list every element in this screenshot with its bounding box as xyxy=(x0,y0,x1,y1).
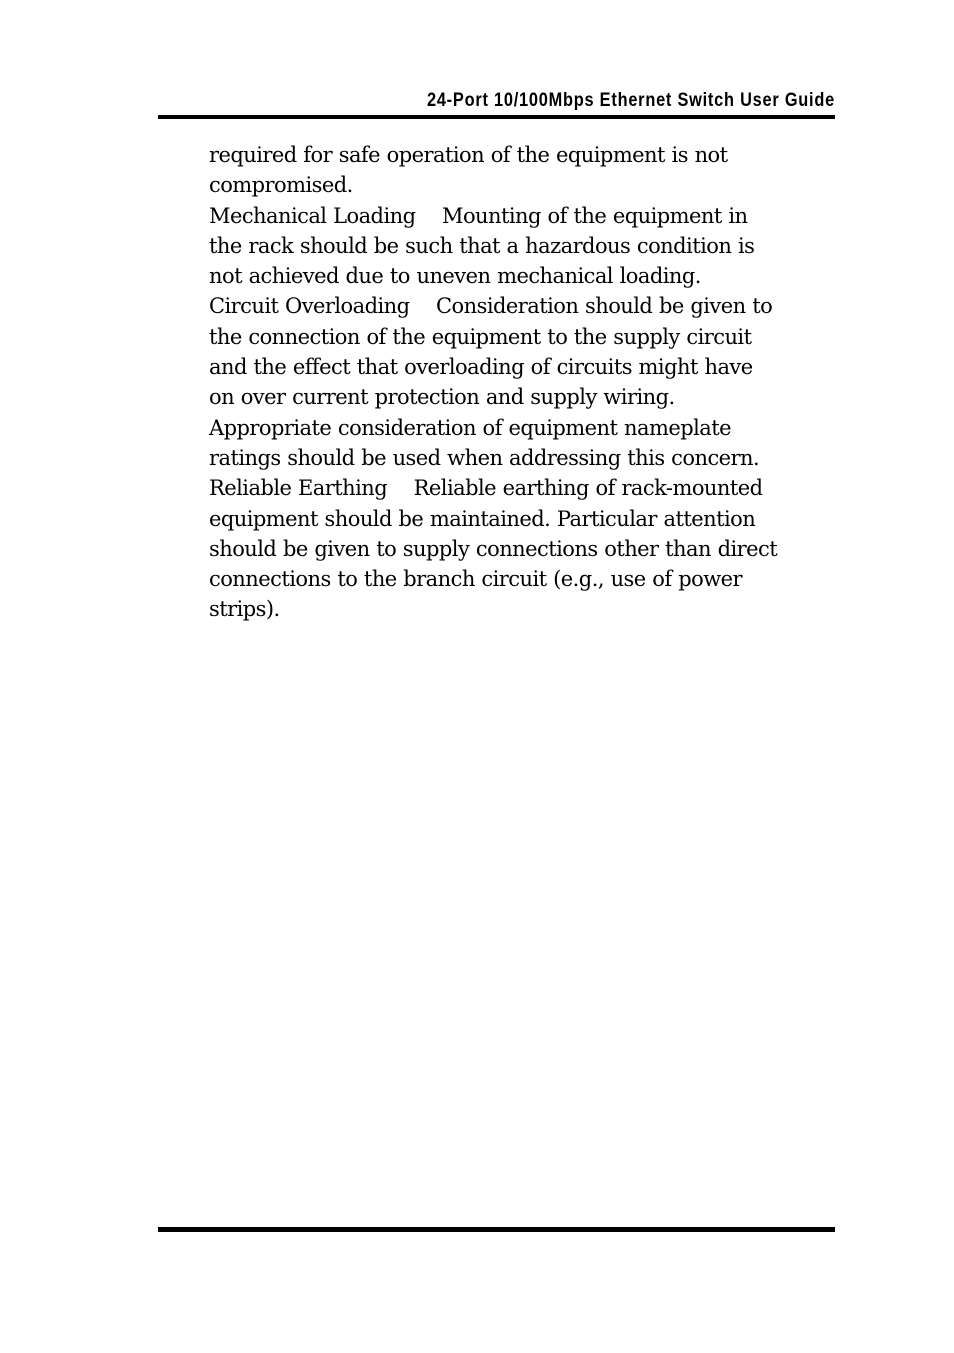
body-text xyxy=(209,140,839,625)
text-line: required for safe operation of the equipment is not xyxy=(209,143,728,167)
text-line: Mechanical Loading Mounting of the equipment in xyxy=(209,203,748,228)
text-line: Circuit Overloading Consideration should be given to xyxy=(209,294,773,319)
text-line: strips). xyxy=(209,597,280,622)
text-line: not achieved due to uneven mechanical loading. xyxy=(209,264,701,289)
text-line: on over current protection and supply wiring. xyxy=(209,385,675,410)
text-line: compromised. xyxy=(209,173,353,198)
text-line: Reliable Earthing Reliable earthing of rack-mounted xyxy=(209,476,763,501)
text-line: the connection of the equipment to the supply circuit xyxy=(209,324,752,349)
running-header-title: 24-Port 10/100Mbps Ethernet Switch User Guide xyxy=(426,90,835,111)
header-rule xyxy=(158,115,835,119)
text-line: should be given to supply connections other than direct xyxy=(209,536,778,561)
text-line: equipment should be maintained. Particular attention xyxy=(209,506,756,531)
text-line: and the effect that overloading of circuits might have xyxy=(209,355,753,380)
text-line: connections to the branch circuit (e.g., use of power xyxy=(209,567,743,592)
text-line: ratings should be used when addressing this concern. xyxy=(209,445,760,470)
text-line: the rack should be such that a hazardous condition is xyxy=(209,233,755,258)
text-line: Appropriate consideration of equipment nameplate xyxy=(209,415,732,440)
footer-rule xyxy=(158,1227,835,1232)
